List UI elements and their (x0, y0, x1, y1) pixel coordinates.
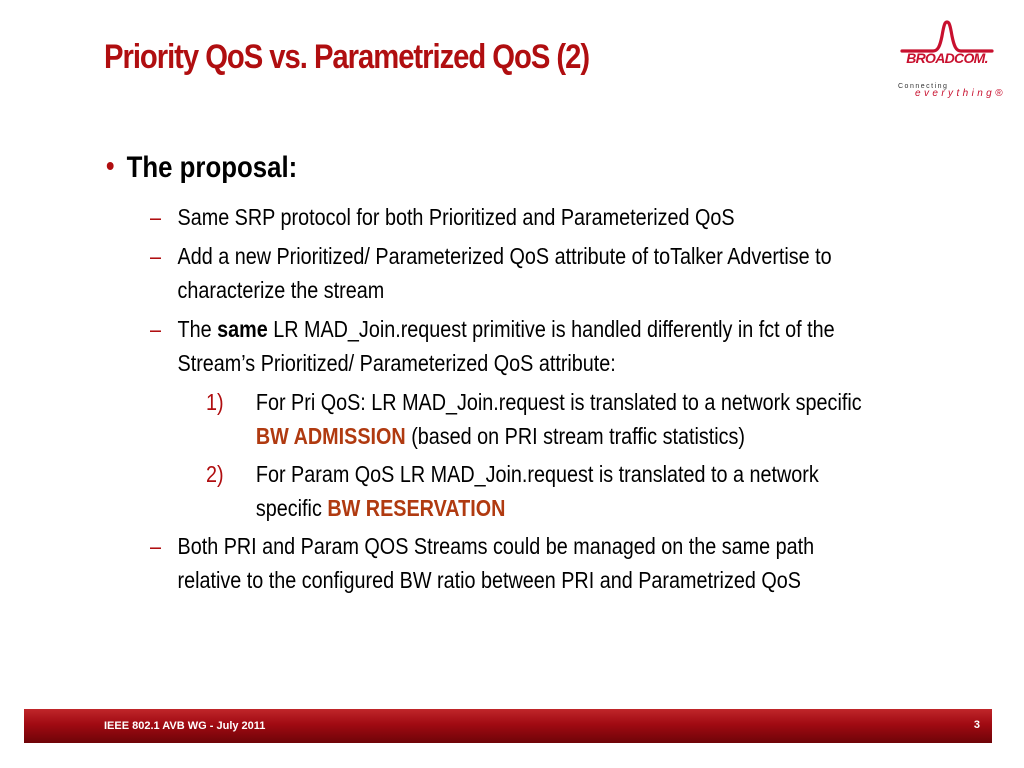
heading-bullet-item (106, 148, 863, 188)
page-number: 3 (973, 719, 980, 731)
list-item-line (150, 346, 869, 380)
numbered-item-text: (based on PRI stream traffic statistics) (405, 423, 746, 449)
numbered-item-line (206, 491, 877, 525)
dash-icon: – (150, 204, 162, 230)
numbered-item-line (206, 419, 877, 453)
numbered-item (106, 457, 986, 525)
footer-text: IEEE 802.1 AVB WG - July 2011 (104, 720, 266, 732)
list-item-text: relative to the configured BW ratio between PRI and Parametrized QoS (177, 567, 801, 593)
broadcom-logo (888, 20, 1008, 100)
list-item-line (150, 563, 869, 597)
numbered-item-text: specific (255, 495, 328, 521)
list-item (106, 529, 986, 597)
slide-title: Priority QoS vs. Parametrized QoS (2) (104, 38, 590, 76)
list-item (106, 312, 986, 380)
slide-body (106, 148, 986, 602)
dash-icon: – (150, 243, 162, 269)
highlight-text: BW RESERVATION (327, 495, 506, 521)
dash-icon: – (150, 533, 162, 559)
list-item-text: Both PRI and Param QOS Streams could be managed on the same path (177, 533, 815, 559)
list-item-text: Same SRP protocol for both Prioritized and Parameterized QoS (177, 204, 735, 230)
bullet-icon: • (106, 150, 115, 181)
list-item-line (150, 200, 869, 234)
logo-tagline-top: Connecting (898, 83, 949, 90)
logo-brand-text: BROADCOM. (906, 50, 988, 66)
list-item (106, 200, 986, 234)
heading-text: The proposal: (126, 151, 298, 184)
footer-bar (24, 709, 992, 743)
numbered-item-line (206, 385, 877, 419)
list-item-text: The (177, 316, 218, 342)
emphasis-text: same (217, 316, 268, 342)
list-item-text: Stream’s Prioritized/ Parameterized QoS attribute: (177, 350, 616, 376)
logo-tagline-bottom: everything® (915, 88, 1006, 99)
numbered-item (106, 385, 986, 453)
list-item-text: LR MAD_Join.request primitive is handled differently in fct of the (267, 316, 835, 342)
list-item-line (150, 529, 869, 563)
list-item-line (150, 273, 869, 307)
list-item-text: characterize the stream (177, 277, 385, 303)
list-item (106, 239, 986, 307)
list-item-text: Add a new Prioritized/ Parameterized QoS attribute of toTalker Advertise to (177, 243, 832, 269)
logo-wave-icon (888, 20, 1008, 54)
item-number: 2) (206, 461, 224, 487)
list-item-line (150, 239, 869, 273)
dash-icon: – (150, 316, 162, 342)
numbered-item-text: For Pri QoS: LR MAD_Join.request is translated to a network specific (255, 389, 862, 415)
highlight-text: BW ADMISSION (255, 423, 406, 449)
numbered-item-line (206, 457, 877, 491)
numbered-item-text: For Param QoS LR MAD_Join.request is translated to a network (255, 461, 819, 487)
item-number: 1) (206, 389, 224, 415)
list-item-line (150, 312, 869, 346)
